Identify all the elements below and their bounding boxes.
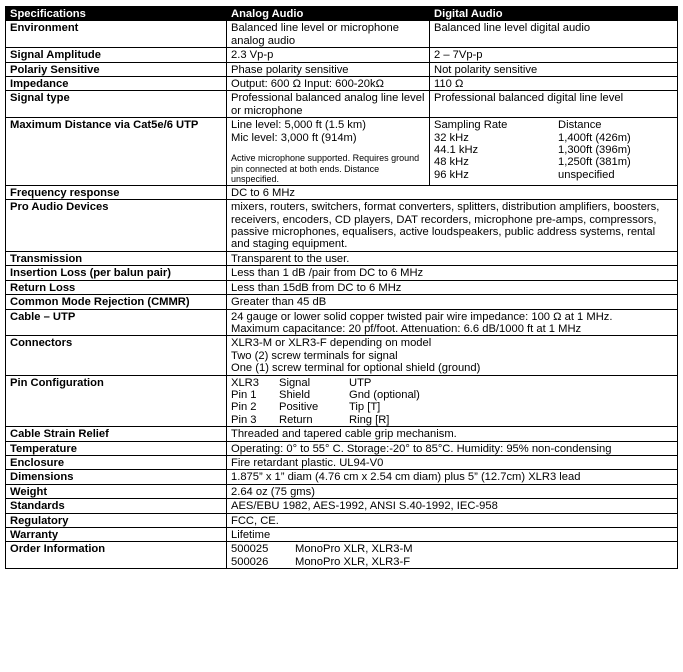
header-analog-audio: Analog Audio [227, 7, 430, 21]
row-max-distance [6, 118, 678, 186]
sampling-rate-grid [434, 119, 673, 181]
row-pro-audio [6, 200, 678, 252]
label-frequency-response: Frequency response [6, 185, 227, 199]
connectors-line-3: One (1) screw terminal for optional shield (ground) [231, 362, 481, 375]
rate-44: 44.1 kHz [434, 144, 479, 157]
pin-2-signal: Positive [279, 401, 319, 414]
value-transmission: Transparent to the user. [227, 251, 678, 265]
connectors-line-1: XLR3-M or XLR3-F depending on model [231, 337, 432, 350]
row-environment [6, 21, 678, 48]
pin-2-utp: Tip [T] [349, 401, 381, 414]
label-order-information: Order Information [6, 542, 227, 569]
label-pin-configuration: Pin Configuration [6, 375, 227, 427]
digital-signal-type: Professional balanced digital line level [430, 91, 678, 118]
row-warranty [6, 528, 678, 542]
sampling-rate-header: Sampling Rate [434, 119, 508, 132]
analog-max-distance [227, 118, 430, 186]
row-cmmr [6, 295, 678, 309]
label-insertion-loss: Insertion Loss (per balun pair) [6, 266, 227, 280]
analog-mic-note: Active microphone supported. Requires ground pin connected at both ends. Distance unspecified. [231, 153, 420, 185]
distance-44: 1,300ft (396m) [558, 144, 631, 157]
value-cable [227, 309, 678, 336]
row-signal-amplitude [6, 48, 678, 62]
row-connectors [6, 336, 678, 375]
value-order-information [227, 542, 678, 569]
digital-signal-amplitude: 2 – 7Vp-p [430, 48, 678, 62]
label-polarity: Polariy Sensitive [6, 62, 227, 76]
rate-32: 32 kHz [434, 131, 469, 144]
analog-impedance: Output: 600 Ω Input: 600-20kΩ [227, 77, 430, 91]
row-dimensions [6, 470, 678, 484]
value-frequency-response: DC to 6 MHz [227, 185, 678, 199]
value-enclosure: Fire retardant plastic. UL94-V0 [227, 455, 678, 469]
row-order-information [6, 542, 678, 569]
row-temperature [6, 441, 678, 455]
pin-head-xlr3: XLR3 [231, 376, 259, 389]
header-specifications: Specifications [6, 7, 227, 21]
label-environment: Environment [6, 21, 227, 48]
analog-line-level: Line level: 5,000 ft (1.5 km) [231, 119, 366, 132]
pin-head-utp: UTP [349, 376, 372, 389]
pin-3: Pin 3 [231, 413, 257, 426]
label-max-distance: Maximum Distance via Cat5e/6 UTP [6, 118, 227, 186]
pin-grid [231, 377, 673, 427]
pin-3-signal: Return [279, 413, 313, 426]
header-digital-audio: Digital Audio [430, 7, 678, 21]
row-impedance [6, 77, 678, 91]
analog-signal-type: Professional balanced analog line level or microphone [227, 91, 430, 118]
row-insertion-loss [6, 266, 678, 280]
label-standards: Standards [6, 499, 227, 513]
label-impedance: Impedance [6, 77, 227, 91]
value-insertion-loss: Less than 1 dB /pair from DC to 6 MHz [227, 266, 678, 280]
pin-2: Pin 2 [231, 401, 257, 414]
row-enclosure [6, 455, 678, 469]
digital-polarity: Not polarity sensitive [430, 62, 678, 76]
label-connectors: Connectors [6, 336, 227, 375]
value-connectors [227, 336, 678, 375]
row-return-loss [6, 280, 678, 294]
rate-96: 96 kHz [434, 168, 469, 181]
row-strain-relief [6, 427, 678, 441]
label-signal-amplitude: Signal Amplitude [6, 48, 227, 62]
pin-1-utp: Gnd (optional) [349, 388, 420, 401]
distance-96: unspecified [558, 168, 615, 181]
order-name-2: MonoPro XLR, XLR3-F [295, 555, 411, 568]
label-weight: Weight [6, 484, 227, 498]
distance-32: 1,400ft (426m) [558, 131, 631, 144]
label-temperature: Temperature [6, 441, 227, 455]
value-return-loss: Less than 15dB from DC to 6 MHz [227, 280, 678, 294]
row-standards [6, 499, 678, 513]
label-dimensions: Dimensions [6, 470, 227, 484]
row-regulatory [6, 513, 678, 527]
row-polarity [6, 62, 678, 76]
label-signal-type: Signal type [6, 91, 227, 118]
value-weight: 2.64 oz (75 gms) [227, 484, 678, 498]
rate-48: 48 kHz [434, 156, 469, 169]
label-return-loss: Return Loss [6, 280, 227, 294]
label-strain-relief: Cable Strain Relief [6, 427, 227, 441]
cable-line-1: 24 gauge or lower solid copper twisted pair wire impedance: 100 Ω at 1 MHz. [231, 310, 613, 323]
value-temperature: Operating: 0° to 55° C. Storage:-20° to 85°C. Humidity: 95% non-condensing [227, 441, 678, 455]
value-pin-configuration [227, 375, 678, 427]
label-cmmr: Common Mode Rejection (CMMR) [6, 295, 227, 309]
value-cmmr: Greater than 45 dB [227, 295, 678, 309]
value-strain-relief: Threaded and tapered cable grip mechanism. [227, 427, 678, 441]
analog-environment: Balanced line level or microphone analog audio [227, 21, 430, 48]
row-weight [6, 484, 678, 498]
order-code-1: 500025 [231, 543, 269, 556]
label-regulatory: Regulatory [6, 513, 227, 527]
pin-1: Pin 1 [231, 388, 257, 401]
label-transmission: Transmission [6, 251, 227, 265]
specifications-table [5, 6, 678, 569]
analog-signal-amplitude: 2.3 Vp-p [227, 48, 430, 62]
distance-header: Distance [558, 119, 602, 132]
cable-line-2: Maximum capacitance: 20 pf/foot. Attenuation: 6.6 dB/1000 ft at 1 MHz [231, 322, 582, 335]
value-dimensions: 1.875” x 1” diam (4.76 cm x 2.54 cm diam) plus 5” (12.7cm) XLR3 lead [227, 470, 678, 484]
analog-mic-level: Mic level: 3,000 ft (914m) [231, 131, 357, 144]
row-pin-configuration [6, 375, 678, 427]
value-warranty: Lifetime [227, 528, 678, 542]
distance-48: 1,250ft (381m) [558, 156, 631, 169]
row-frequency-response [6, 185, 678, 199]
order-grid [231, 543, 673, 568]
header-row [6, 7, 678, 21]
digital-impedance: 110 Ω [430, 77, 678, 91]
label-warranty: Warranty [6, 528, 227, 542]
digital-max-distance [430, 118, 678, 186]
connectors-line-2: Two (2) screw terminals for signal [231, 349, 398, 362]
value-regulatory: FCC, CE. [227, 513, 678, 527]
value-pro-audio: mixers, routers, switchers, format converters, splitters, distribution amplifiers, boosters, receivers, encoders, CD players, DAT recorders, microphone pre-amps, compressors, passive microphones, equalisers, active loudspeakers, public address systems, rental and staging equipment. [227, 200, 678, 252]
digital-environment: Balanced line level digital audio [430, 21, 678, 48]
row-signal-type [6, 91, 678, 118]
order-name-1: MonoPro XLR, XLR3-M [295, 543, 413, 556]
row-transmission [6, 251, 678, 265]
label-pro-audio: Pro Audio Devices [6, 200, 227, 252]
row-cable [6, 309, 678, 336]
order-code-2: 500026 [231, 555, 269, 568]
label-cable: Cable – UTP [6, 309, 227, 336]
pin-3-utp: Ring [R] [349, 413, 390, 426]
pin-head-signal: Signal [279, 376, 311, 389]
label-enclosure: Enclosure [6, 455, 227, 469]
value-standards: AES/EBU 1982, AES-1992, ANSI S.40-1992, IEC-958 [227, 499, 678, 513]
pin-1-signal: Shield [279, 388, 311, 401]
analog-polarity: Phase polarity sensitive [227, 62, 430, 76]
